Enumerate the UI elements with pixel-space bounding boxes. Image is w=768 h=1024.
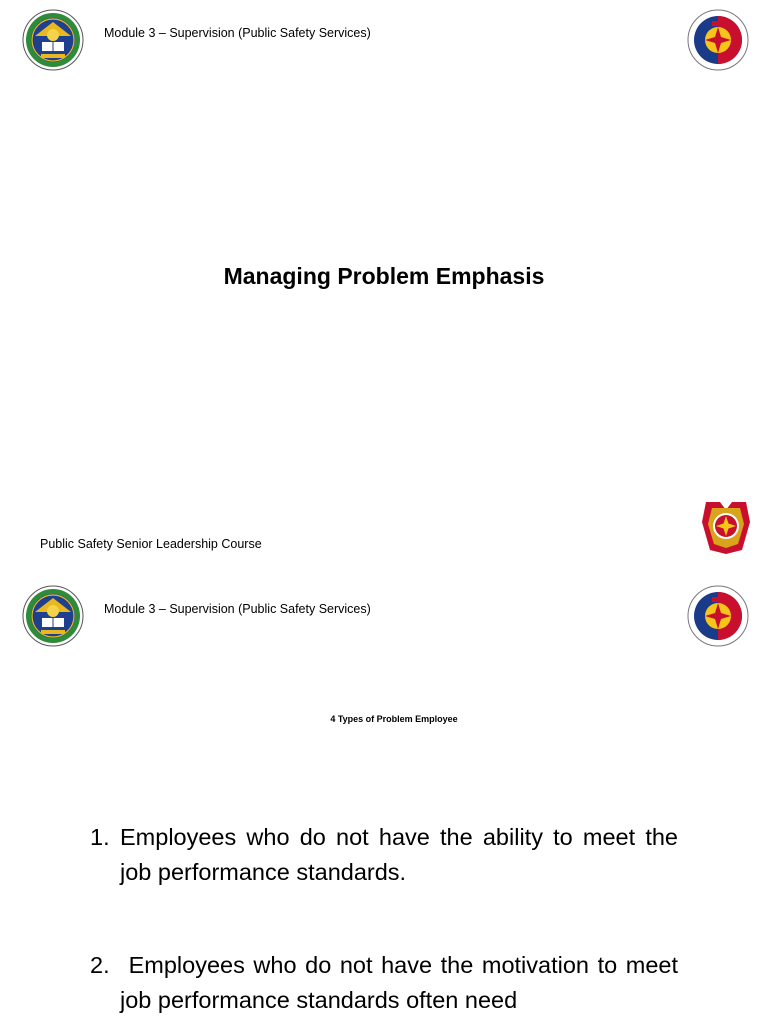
problem-employee-list (90, 820, 678, 890)
module-header: Module 3 – Supervision (Public Safety Services) (104, 26, 371, 40)
course-footer: Public Safety Senior Leadership Course (40, 537, 262, 551)
list-item-number: 1. (90, 824, 110, 850)
list-item-text: Employees who do not have the ability to meet the job performance standards. (120, 824, 678, 885)
pnp-badge-icon (700, 498, 752, 556)
academy-seal-icon (22, 585, 84, 647)
problem-employee-list-continued (90, 948, 685, 1018)
pnp-training-institute-seal-icon (687, 585, 749, 647)
list-item (90, 820, 678, 890)
list-item (90, 948, 685, 1018)
list-item-number: 2. (90, 952, 110, 978)
module-header: Module 3 – Supervision (Public Safety Services) (104, 602, 371, 616)
slide-heading: 4 Types of Problem Employee (330, 714, 458, 724)
slide-title: Managing Problem Emphasis (223, 263, 545, 289)
list-item-text: Employees who do not have the motivation to meet job performance standards often need (120, 952, 685, 1013)
academy-seal-icon (22, 9, 84, 71)
slide-2 (0, 576, 768, 1024)
pnp-training-institute-seal-icon (687, 9, 749, 71)
